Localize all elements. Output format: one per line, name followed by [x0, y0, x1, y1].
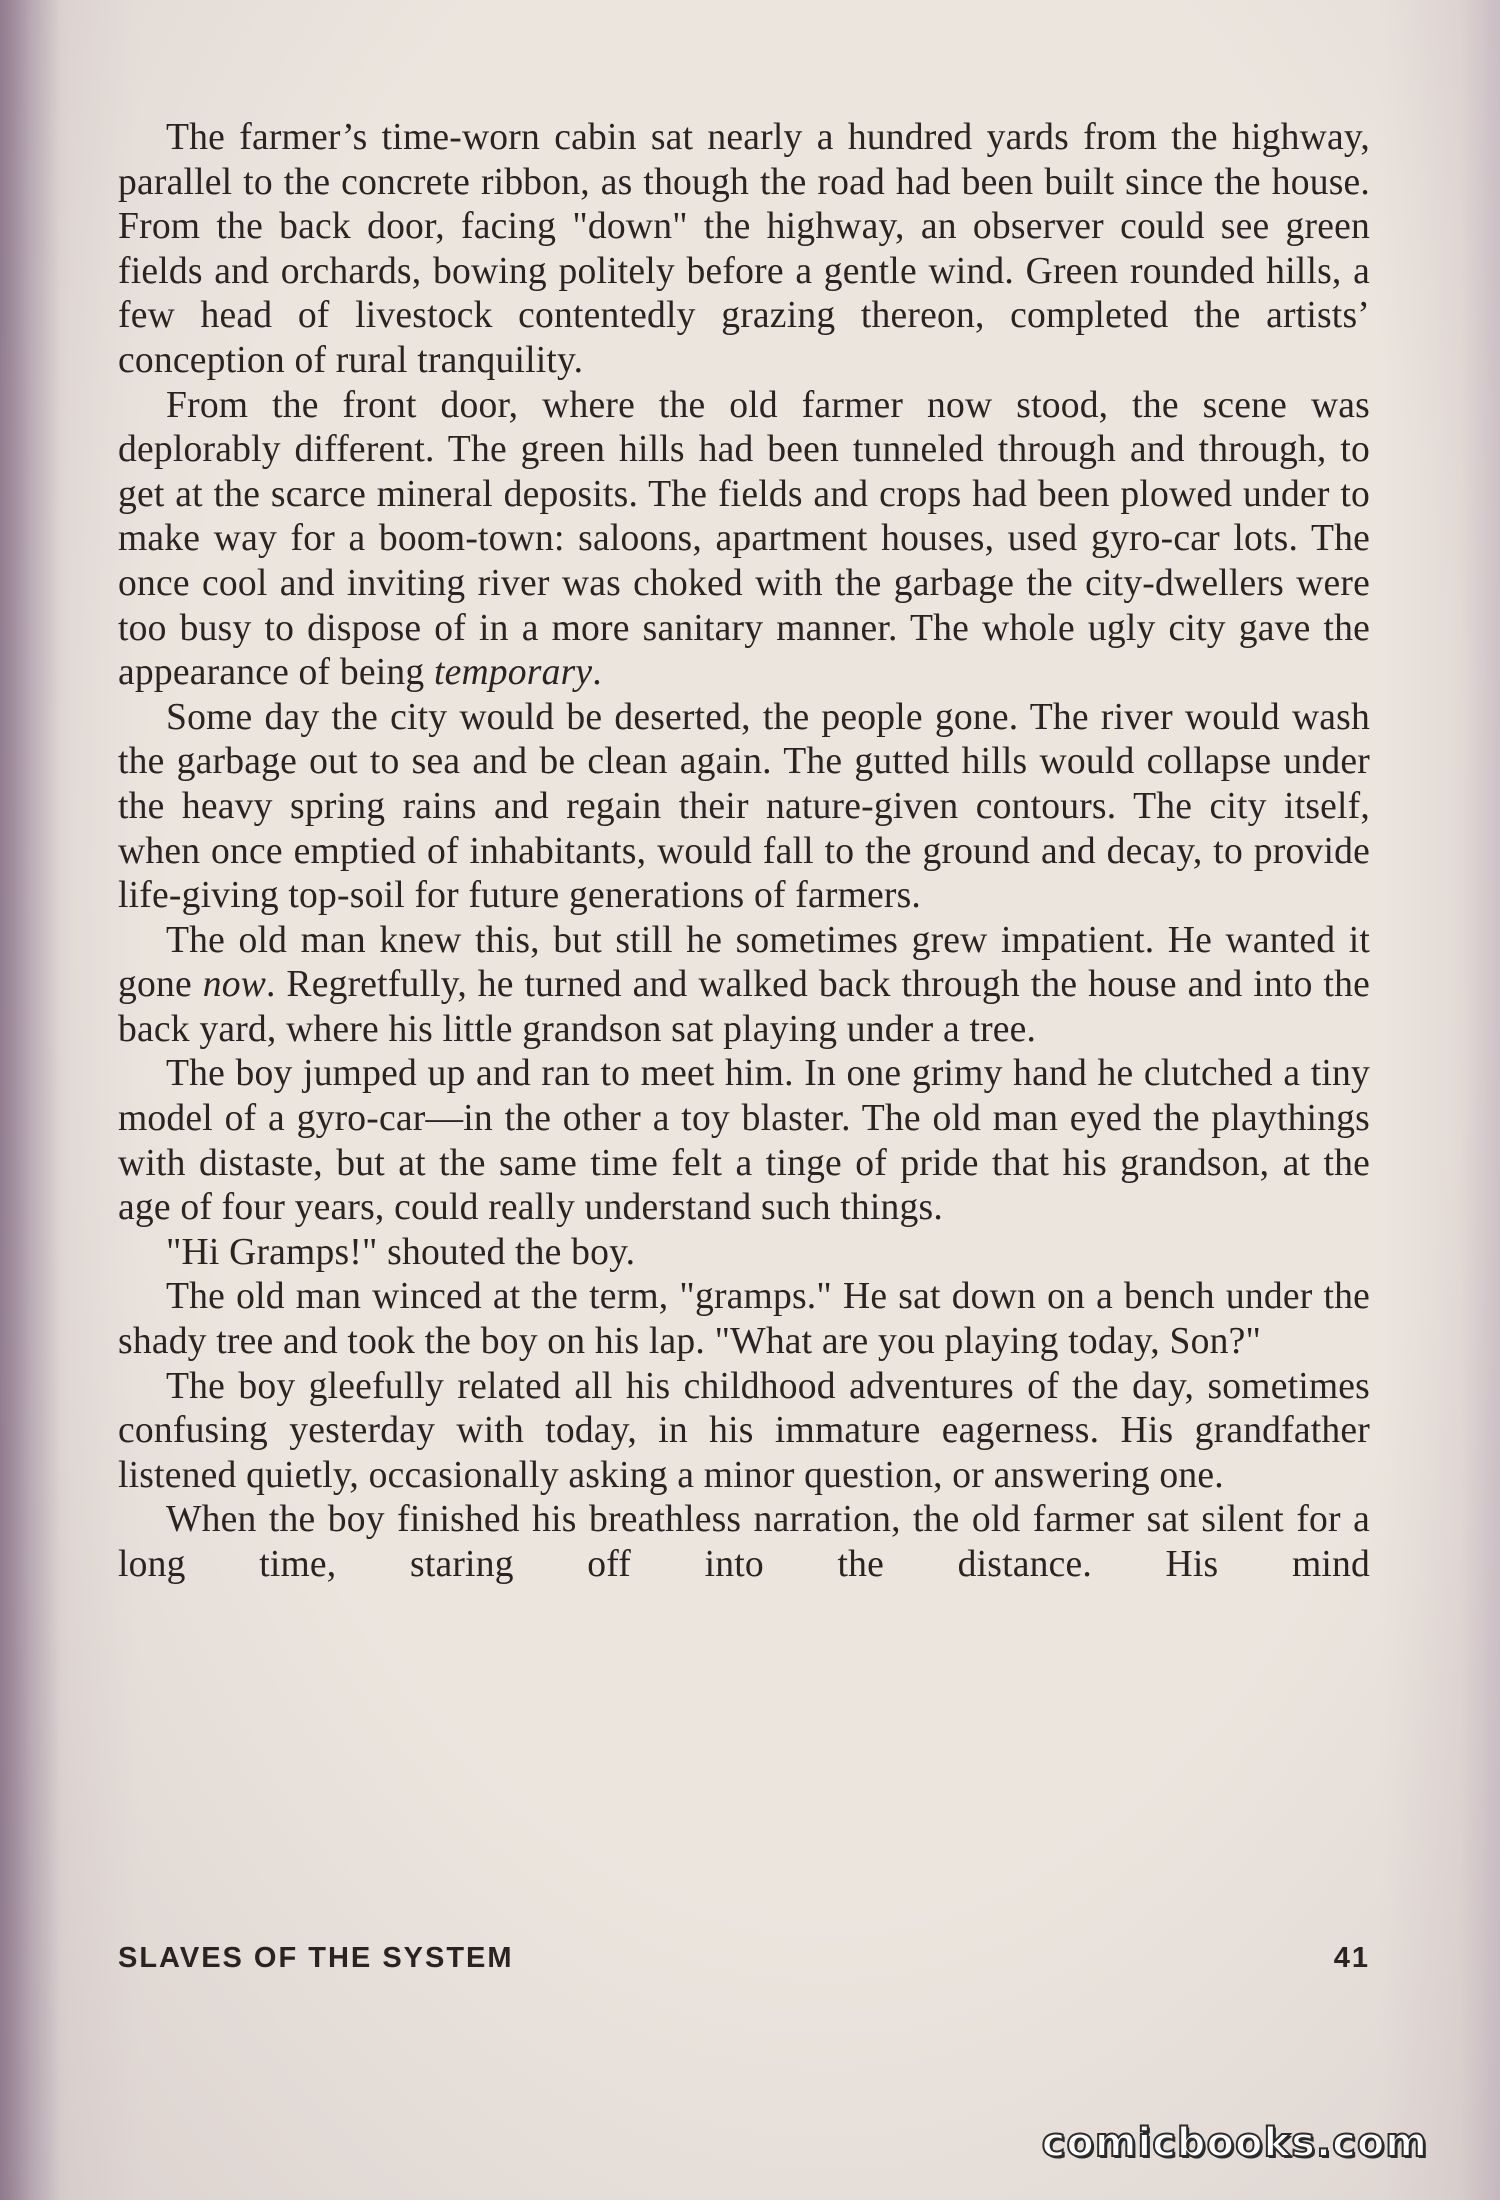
paragraph-text: The old man knew this, but still he sometimes grew impatient. He wanted it gone: [118, 919, 1370, 1006]
paragraph-text: "Hi Gramps!" shouted the boy.: [166, 1231, 636, 1273]
paragraph-text: The boy gleefully related all his childhood adventures of the day, sometimes confusing yesterday with today, in his immature eagerness. His grandfather listened quietly, occasionally asking a minor question, or answering one.: [118, 1365, 1370, 1496]
page-number: 41: [1333, 1942, 1370, 1974]
paragraph-3: [118, 696, 1370, 919]
page-footer: [118, 1942, 1370, 1982]
paragraph-text-tail: . Regretfully, he turned and walked back through the house and into the back yard, where his little grandson sat playing under a tree.: [118, 964, 1370, 1050]
italic-word: temporary: [433, 652, 593, 694]
story-text: [118, 116, 1370, 1588]
paragraph-text: When the boy finished his breathless narration, the old farmer sat silent for a long time, staring off into the distance. His mind: [118, 1499, 1370, 1585]
paragraph-text: The farmer’s time-worn cabin sat nearly a hundred yards from the highway, parallel to the concrete ribbon, as though the road had been built since the house. From the back door, facing "down" the highway, an observer could see green fields and orchards, bowing politely before a gentle wind. Green rounded hills, a few head of livestock contentedly grazing thereon, completed the artists’ conception of rural tranquility.: [118, 117, 1370, 381]
paragraph-8: [118, 1365, 1370, 1499]
paragraph-5: [118, 1052, 1370, 1230]
binding-shadow: [0, 0, 60, 2200]
paragraph-text: Some day the city would be deserted, the people gone. The river would wash the garbage out to sea and be clean again. The gutted hills would collapse under the heavy spring rains and regain their nature-given contours. The city itself, when once emptied of inhabitants, would fall to the ground and decay, to provide life-giving top-soil for future generations of farmers.: [118, 696, 1370, 917]
paragraph-text-tail: .: [592, 652, 602, 694]
paragraph-4: [118, 919, 1370, 1053]
italic-word: now: [202, 964, 266, 1006]
running-title: SLAVES OF THE SYSTEM: [118, 1942, 514, 1974]
paragraph-9: [118, 1498, 1370, 1587]
watermark: comicbooks.com: [1041, 2120, 1428, 2166]
paragraph-1: [118, 116, 1370, 384]
paragraph-2: [118, 384, 1370, 696]
paragraph-text: From the front door, where the old farmer now stood, the scene was deplorably different. The green hills had been tunneled through and through, to get at the scarce mineral deposits. The fields and crops had been plowed under to make way for a boom-town: saloons, apartment houses, used gyro-car lots. The once cool and inviting river was choked with the garbage the city-dwellers were too busy to dispose of in a more sanitary manner. The whole ugly city gave the appearance of being: [118, 384, 1370, 694]
paragraph-6: [118, 1231, 1370, 1276]
paragraph-7: [118, 1275, 1370, 1364]
paragraph-text: The boy jumped up and ran to meet him. In one grimy hand he clutched a tiny model of a gyro-car—in the other a toy blaster. The old man eyed the playthings with distaste, but at the same time felt a tinge of pride that his grandson, at the age of four years, could really understand such things.: [118, 1053, 1370, 1229]
paragraph-text: The old man winced at the term, "gramps." He sat down on a bench under the shady tree and took the boy on his lap. "What are you playing today, Son?": [118, 1276, 1370, 1363]
